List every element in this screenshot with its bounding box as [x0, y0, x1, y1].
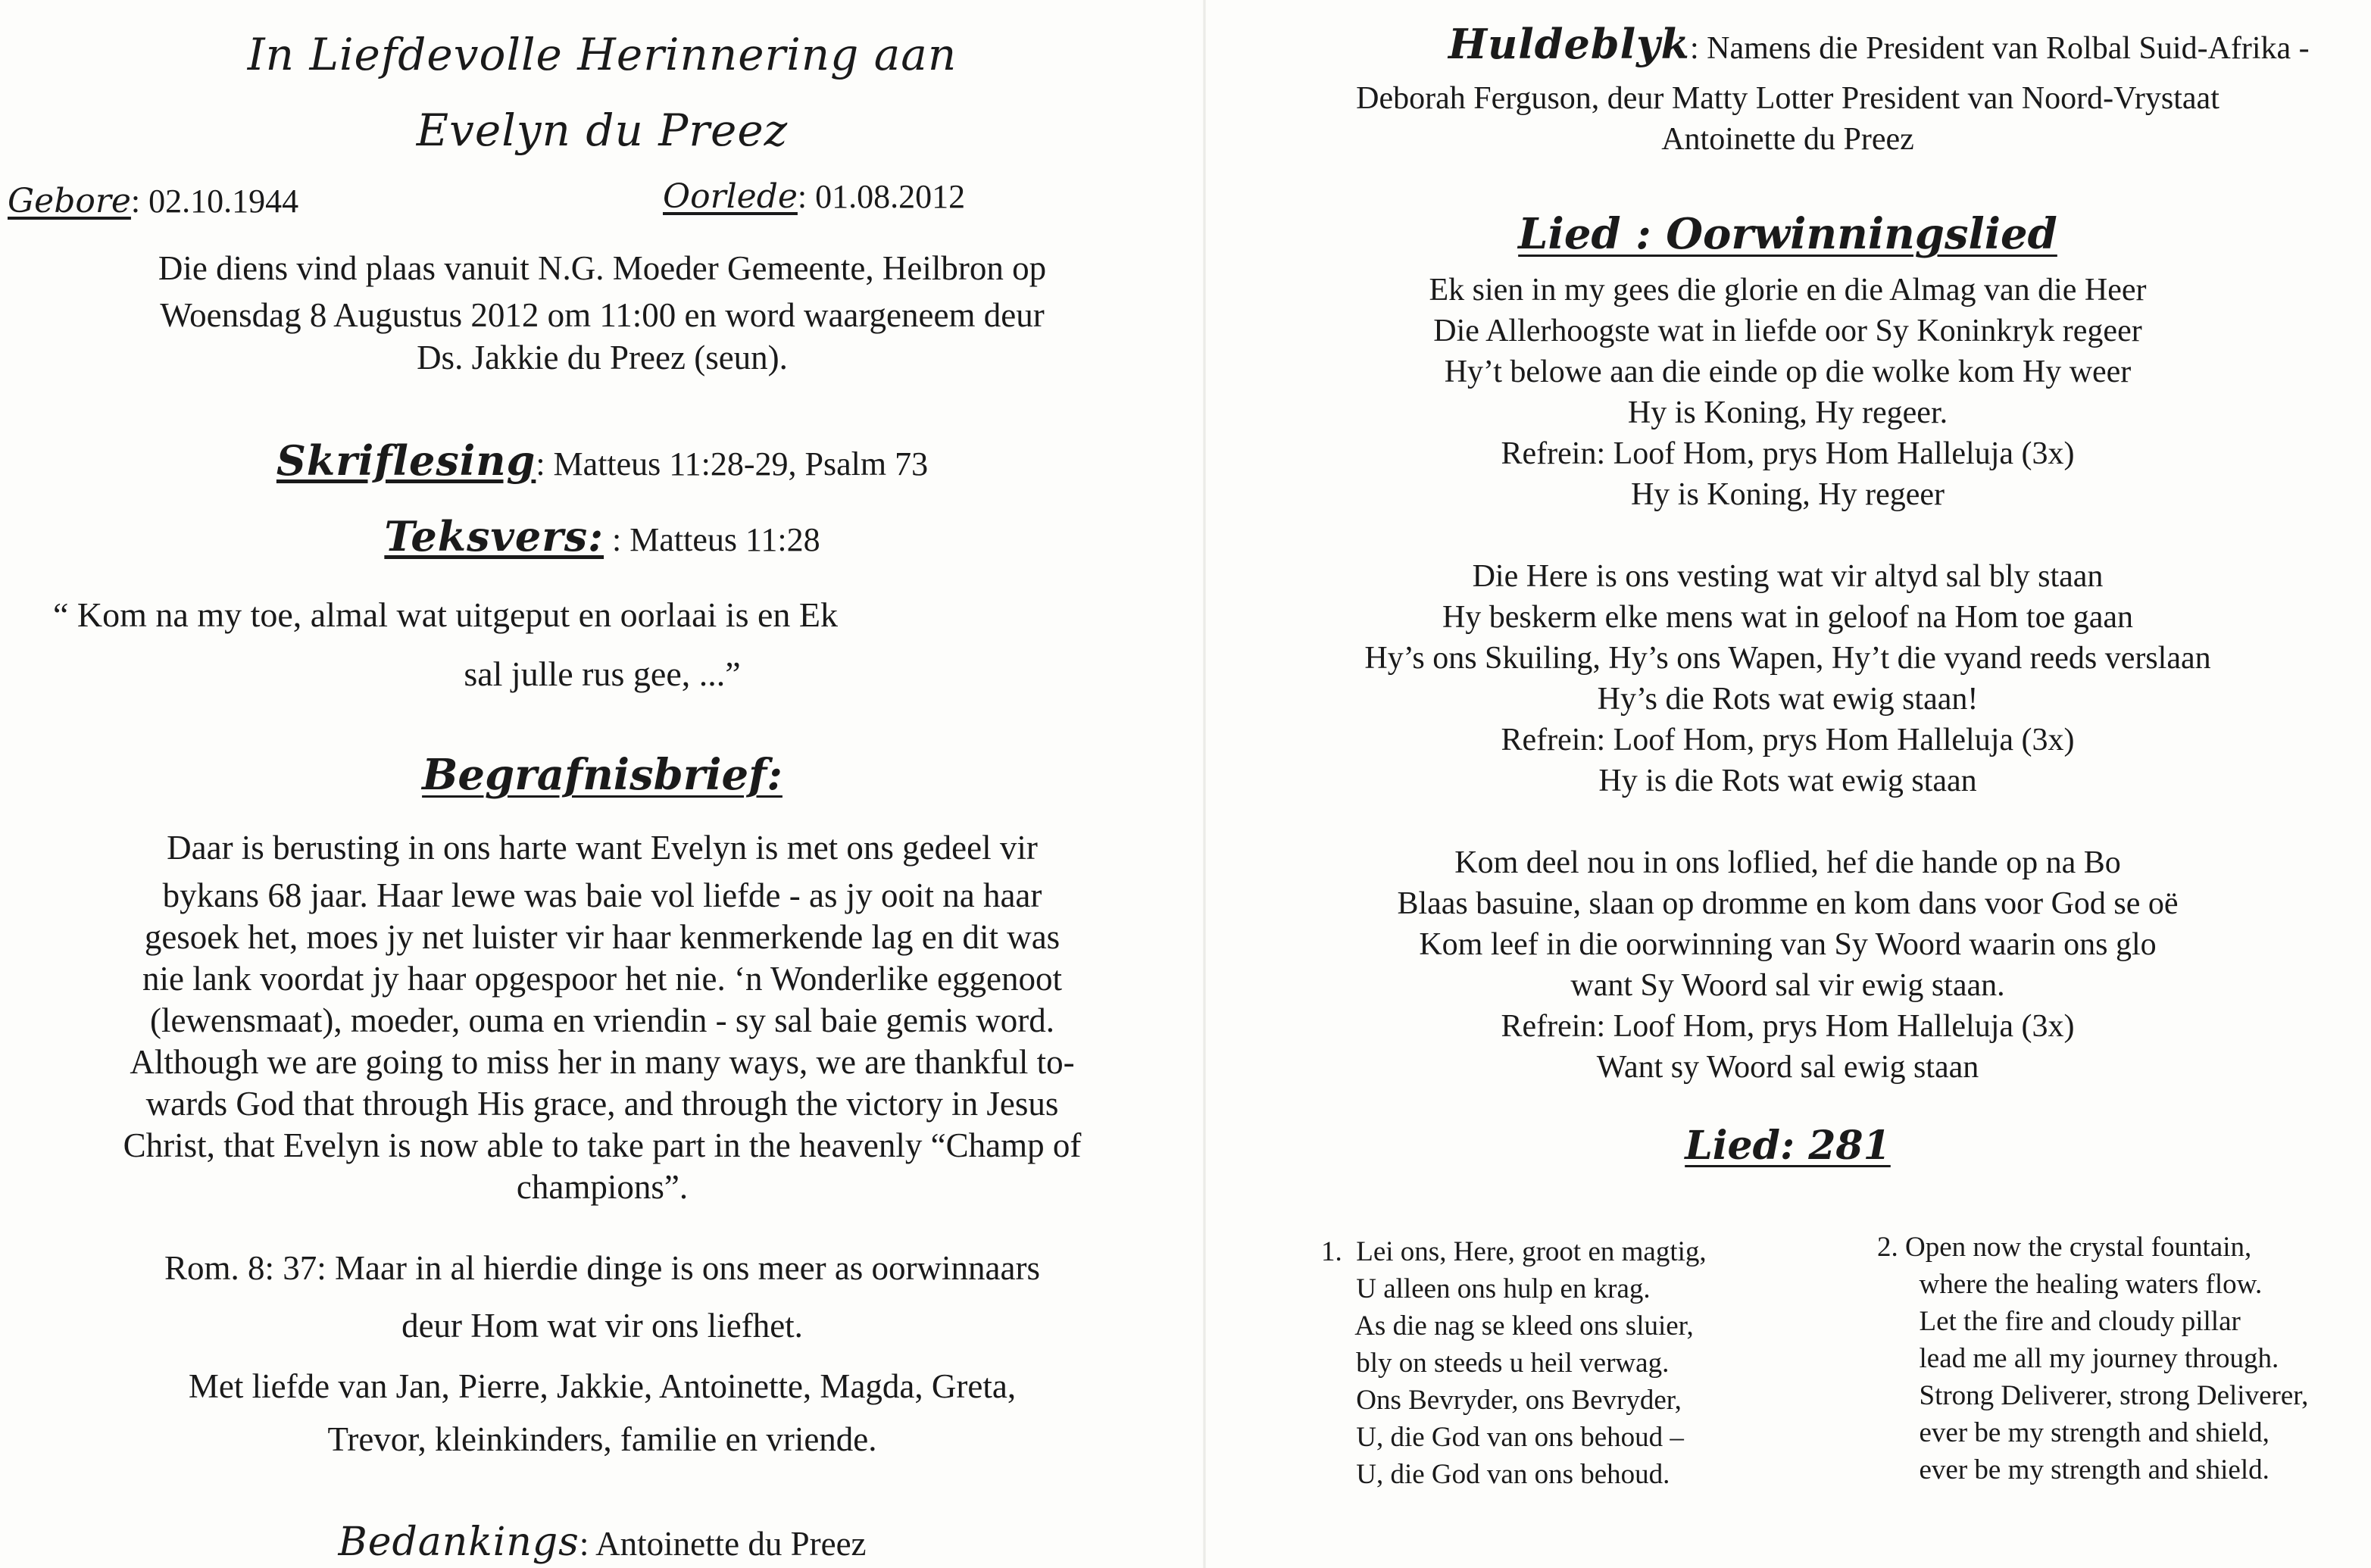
stanza-line: 2. Open now the crystal fountain,: [1877, 1232, 2252, 1263]
tribute: [1448, 20, 2310, 70]
romans-verse: Rom. 8: 37: Maar in al hierdie dinge is ons meer as oorwinnaars: [164, 1249, 1040, 1287]
stanza-line: U, die God van ons behoud –: [1321, 1422, 1684, 1453]
stanza-line: U alleen ons hulp en krag.: [1321, 1273, 1651, 1304]
letter-line: (lewensmaat), moeder, ouma en vriendin - sy sal baie gemis word.: [149, 1001, 1055, 1039]
thanks-label: Bedankings: [338, 1520, 579, 1565]
lyric-spacer: [1204, 801, 2371, 842]
tribute-line: Antoinette du Preez: [1661, 122, 1914, 157]
service-line: Die diens vind plaas vanuit N.G. Moeder Gemeente, Heilbron op: [158, 249, 1047, 287]
lyric-line: Hy beskerm elke mens wat in geloof na Hom toe gaan: [1442, 600, 2134, 635]
tribute-line: : Namens die President van Rolbal Suid-Afrika -: [1689, 31, 2310, 66]
deceased-name: Evelyn du Preez: [416, 105, 789, 156]
song1-lyrics: [1204, 270, 2371, 1088]
lyric-line: Die Here is ons vesting wat vir altyd sal bly staan: [1472, 559, 2104, 594]
letter-line: gesoek het, moes jy net luister vir haar kenmerkende lag en dit was: [144, 918, 1061, 956]
romans-verse-cont: deur Hom wat vir ons liefhet.: [401, 1307, 803, 1345]
died-label: Oorlede: [663, 177, 798, 216]
letter-heading: Begrafnisbrief:: [422, 750, 783, 800]
lyric-line: Want sy Woord sal ewig staan: [1596, 1050, 1979, 1085]
lyric-line: Hy is Koning, Hy regeer.: [1627, 395, 1948, 430]
song1-heading: Lied : Oorwinningslied: [1518, 209, 2057, 259]
died-date: [663, 176, 965, 218]
stanza-line: U, die God van ons behoud.: [1321, 1459, 1670, 1490]
stanza-line: ever be my strength and shield,: [1877, 1417, 2269, 1448]
scripture-reading: [0, 436, 1204, 486]
text-verse-label: Teksvers:: [384, 512, 604, 561]
tribute-line: Deborah Ferguson, deur Matty Lotter President van Noord-Vrystaat: [1356, 81, 2219, 116]
lyric-line: Hy is Koning, Hy regeer: [1630, 477, 1945, 512]
lyric-line: Hy’t belowe aan die einde op die wolke kom Hy weer: [1444, 355, 2132, 389]
letter-line: Daar is berusting in ons harte want Evelyn is met ons gedeel vir: [167, 829, 1038, 867]
letter-line: nie lank voordat jy haar opgespoor het nie. ‘n Wonderlike eggenoot: [142, 960, 1062, 998]
stanza-afrikaans: [1321, 1233, 1707, 1493]
born-label: Gebore: [8, 182, 131, 220]
lyric-line: Refrein: Loof Hom, prys Hom Halleluja (3x): [1501, 436, 2075, 471]
born-value: : 02.10.1944: [130, 183, 299, 220]
right-page: [1204, 0, 2371, 1568]
letter-line: bykans 68 jaar. Haar lewe was baie vol liefde - as jy ooit na haar: [162, 876, 1042, 914]
stanza-line: Strong Deliverer, strong Deliverer,: [1877, 1380, 2309, 1411]
lyric-spacer: [1204, 515, 2371, 556]
letter-line: Although we are going to miss her in many ways, we are thankful to-: [130, 1043, 1075, 1081]
stanza-line: Let the fire and cloudy pillar: [1877, 1306, 2241, 1337]
service-details: [0, 247, 1204, 379]
song2-heading: Lied: 281: [1685, 1123, 1891, 1169]
thanks: [0, 1521, 1204, 1565]
letter-line: Christ, that Evelyn is now able to take part in the heavenly “Champ of: [123, 1126, 1082, 1164]
reading-label: Skriflesing: [276, 436, 536, 485]
lyric-line: Die Allerhoogste wat in liefde oor Sy Koninkryk regeer: [1433, 314, 2142, 348]
service-line: Woensdag 8 Augustus 2012 om 11:00 en word waargeneem deur: [160, 296, 1045, 334]
memorial-title: In Liefdevolle Herinnering aan: [247, 29, 957, 80]
text-verse: [0, 512, 1204, 561]
lyric-line: want Sy Woord sal vir ewig staan.: [1570, 968, 2005, 1003]
stanza-line: where the healing waters flow.: [1877, 1269, 2263, 1300]
born-date: [8, 180, 298, 223]
stanza-line: bly on steeds u heil verwag.: [1321, 1348, 1670, 1379]
lyric-line: Refrein: Loof Hom, prys Hom Halleluja (3x): [1501, 1009, 2075, 1044]
family-line: Met liefde van Jan, Pierre, Jakkie, Antoinette, Magda, Greta,: [188, 1367, 1017, 1405]
letter-line: wards God that through His grace, and through the victory in Jesus: [145, 1085, 1059, 1123]
stanza-line: ever be my strength and shield.: [1877, 1454, 2269, 1485]
stanza-line: 1. Lei ons, Here, groot en magtig,: [1321, 1236, 1707, 1267]
lyric-line: Hy is die Rots wat ewig staan: [1598, 764, 1977, 798]
service-line: Ds. Jakkie du Preez (seun).: [417, 339, 788, 376]
letter-body: [0, 827, 1204, 1208]
quote-line: “ Kom na my toe, almal wat uitgeput en oorlaai is en Ek: [53, 595, 838, 634]
lyric-line: Kom leef in die oorwinning van Sy Woord waarin ons glo: [1419, 927, 2157, 962]
lyric-line: Kom deel nou in ons loflied, hef die hande op na Bo: [1454, 845, 2121, 880]
lyric-line: Refrein: Loof Hom, prys Hom Halleluja (3x): [1501, 723, 2075, 757]
lyric-line: Blaas basuine, slaan op dromme en kom dans voor God se oë: [1397, 886, 2179, 921]
lyric-line: Hy’s ons Skuiling, Hy’s ons Wapen, Hy’t die vyand reeds verslaan: [1364, 641, 2211, 676]
lyric-line: Hy’s die Rots wat ewig staan!: [1597, 682, 1979, 717]
stanza-line: Ons Bevryder, ons Bevryder,: [1321, 1385, 1682, 1416]
reading-value: : Matteus 11:28-29, Psalm 73: [536, 445, 929, 483]
stanza-line: lead me all my journey through.: [1877, 1343, 2279, 1374]
quote-line: sal julle rus gee, ...”: [464, 654, 741, 693]
stanza-english: [1877, 1229, 2308, 1488]
text-verse-value: : Matteus 11:28: [604, 521, 820, 558]
letter-line: champions”.: [516, 1168, 689, 1206]
family-line: Trevor, kleinkinders, familie en vriende.: [327, 1420, 877, 1458]
stanza-line: As die nag se kleed ons sluier,: [1321, 1310, 1694, 1342]
died-value: : 01.08.2012: [797, 178, 966, 215]
thanks-value: : Antoinette du Preez: [579, 1525, 867, 1563]
lyric-line: Ek sien in my gees die glorie en die Almag van die Heer: [1429, 273, 2147, 308]
tribute-label: Huldeblyk: [1448, 20, 1690, 68]
